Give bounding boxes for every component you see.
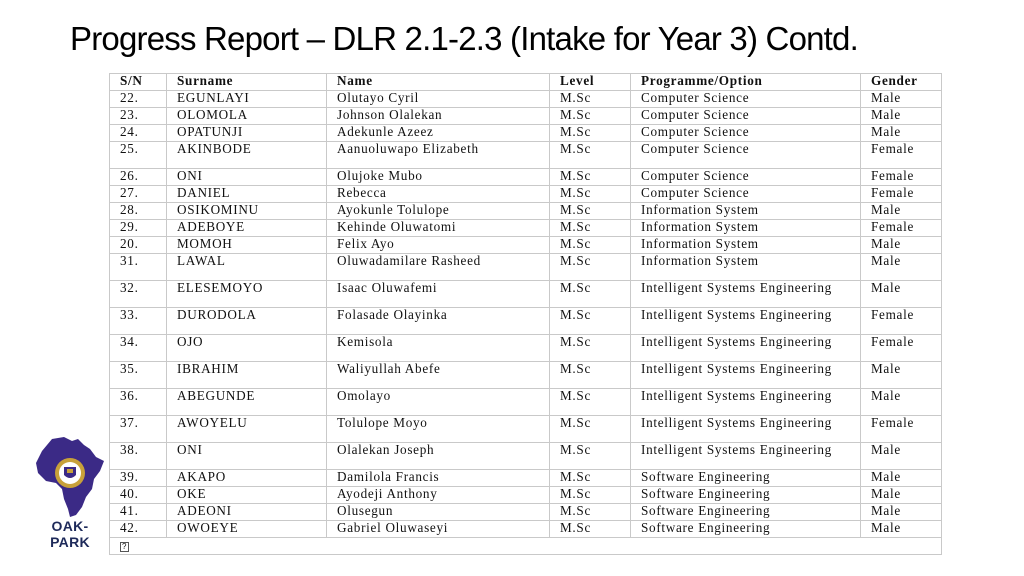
cell-sn: 42. (110, 521, 167, 538)
cell-programme: Information System (631, 220, 861, 237)
cell-sn: 41. (110, 504, 167, 521)
cell-level: M.Sc (550, 504, 631, 521)
cell-sn: 28. (110, 203, 167, 220)
cell-name: Rebecca (327, 186, 550, 203)
cell-sn: 32. (110, 281, 167, 308)
cell-name: Ayokunle Tolulope (327, 203, 550, 220)
header-name: Name (327, 74, 550, 91)
cell-level: M.Sc (550, 308, 631, 335)
cell-programme: Information System (631, 203, 861, 220)
cell-level: M.Sc (550, 443, 631, 470)
cell-gender: Female (861, 416, 942, 443)
cell-gender: Male (861, 362, 942, 389)
cell-name: Tolulope Moyo (327, 416, 550, 443)
cell-programme: Information System (631, 254, 861, 281)
cell-level: M.Sc (550, 389, 631, 416)
cell-programme: Computer Science (631, 142, 861, 169)
table-row (110, 254, 942, 281)
cell-programme: Computer Science (631, 91, 861, 108)
cell-sn: 25. (110, 142, 167, 169)
cell-name: Olalekan Joseph (327, 443, 550, 470)
cell-surname: AKAPO (167, 470, 327, 487)
cell-name: Waliyullah Abefe (327, 362, 550, 389)
cell-level: M.Sc (550, 142, 631, 169)
cell-sn: 40. (110, 487, 167, 504)
cell-sn: 37. (110, 416, 167, 443)
table-row (110, 308, 942, 335)
cell-programme: Software Engineering (631, 521, 861, 538)
slide-title: Progress Report – DLR 2.1-2.3 (Intake for Year 3) Contd. (70, 20, 858, 57)
cell-sn: 20. (110, 237, 167, 254)
cell-surname: ADEONI (167, 504, 327, 521)
table-row (110, 237, 942, 254)
table-row (110, 108, 942, 125)
cell-programme: Computer Science (631, 108, 861, 125)
header-sn: S/N (110, 74, 167, 91)
table-row (110, 335, 942, 362)
table-row (110, 91, 942, 108)
cell-level: M.Sc (550, 237, 631, 254)
cell-gender: Male (861, 504, 942, 521)
cell-name: Johnson Olalekan (327, 108, 550, 125)
cell-gender: Female (861, 220, 942, 237)
cell-programme: Computer Science (631, 169, 861, 186)
cell-name: Olujoke Mubo (327, 169, 550, 186)
cell-gender: Female (861, 169, 942, 186)
cell-surname: ONI (167, 443, 327, 470)
cell-sn: 33. (110, 308, 167, 335)
cell-surname: AKINBODE (167, 142, 327, 169)
cell-sn: 39. (110, 470, 167, 487)
cell-level: M.Sc (550, 220, 631, 237)
cell-name: Olutayo Cyril (327, 91, 550, 108)
cell-surname: OLOMOLA (167, 108, 327, 125)
table-row (110, 142, 942, 169)
progress-report-table (109, 73, 942, 555)
cell-programme: Intelligent Systems Engineering (631, 389, 861, 416)
cell-level: M.Sc (550, 91, 631, 108)
cell-sn: 36. (110, 389, 167, 416)
table-row (110, 470, 942, 487)
cell-surname: ADEBOYE (167, 220, 327, 237)
table-row (110, 443, 942, 470)
cell-surname: ABEGUNDE (167, 389, 327, 416)
header-level: Level (550, 74, 631, 91)
cell-surname: ONI (167, 169, 327, 186)
cell-gender: Female (861, 142, 942, 169)
cell-programme: Computer Science (631, 125, 861, 142)
header-gender: Gender (861, 74, 942, 91)
cell-name: Folasade Olayinka (327, 308, 550, 335)
cell-surname: OKE (167, 487, 327, 504)
cell-gender: Female (861, 335, 942, 362)
cell-level: M.Sc (550, 125, 631, 142)
cell-surname: DURODOLA (167, 308, 327, 335)
cell-surname: OSIKOMINU (167, 203, 327, 220)
cell-gender: Male (861, 91, 942, 108)
table-row (110, 362, 942, 389)
cell-gender: Male (861, 108, 942, 125)
cell-level: M.Sc (550, 281, 631, 308)
header-programme: Programme/Option (631, 74, 861, 91)
cell-programme: Intelligent Systems Engineering (631, 308, 861, 335)
cell-surname: AWOYELU (167, 416, 327, 443)
cell-programme: Software Engineering (631, 470, 861, 487)
cell-gender: Male (861, 487, 942, 504)
header-surname: Surname (167, 74, 327, 91)
cell-gender: Male (861, 521, 942, 538)
cell-sn: 24. (110, 125, 167, 142)
cell-name: Damilola Francis (327, 470, 550, 487)
cell-level: M.Sc (550, 416, 631, 443)
cell-name: Aanuoluwapo Elizabeth (327, 142, 550, 169)
table-row (110, 186, 942, 203)
table-row (110, 487, 942, 504)
cell-programme: Software Engineering (631, 487, 861, 504)
cell-programme: Intelligent Systems Engineering (631, 281, 861, 308)
table-row (110, 416, 942, 443)
logo-text: OAK-PARK (50, 518, 90, 550)
cell-sn: 35. (110, 362, 167, 389)
cell-surname: IBRAHIM (167, 362, 327, 389)
cell-gender: Male (861, 254, 942, 281)
cell-name: Oluwadamilare Rasheed (327, 254, 550, 281)
cell-surname: ELESEMOYO (167, 281, 327, 308)
cell-name: Omolayo (327, 389, 550, 416)
footnote-cell (110, 538, 942, 555)
cell-name: Gabriel Oluwaseyi (327, 521, 550, 538)
table-row (110, 281, 942, 308)
cell-sn: 23. (110, 108, 167, 125)
cell-level: M.Sc (550, 169, 631, 186)
cell-programme: Intelligent Systems Engineering (631, 443, 861, 470)
cell-gender: Male (861, 443, 942, 470)
cell-programme: Software Engineering (631, 504, 861, 521)
cell-name: Kemisola (327, 335, 550, 362)
cell-surname: MOMOH (167, 237, 327, 254)
cell-gender: Male (861, 203, 942, 220)
cell-surname: DANIEL (167, 186, 327, 203)
cell-programme: Intelligent Systems Engineering (631, 362, 861, 389)
table-footer-row (110, 538, 942, 555)
cell-level: M.Sc (550, 487, 631, 504)
cell-sn: 22. (110, 91, 167, 108)
cell-sn: 29. (110, 220, 167, 237)
cell-surname: LAWAL (167, 254, 327, 281)
cell-name: Olusegun (327, 504, 550, 521)
cell-gender: Male (861, 281, 942, 308)
table-row (110, 389, 942, 416)
cell-level: M.Sc (550, 335, 631, 362)
cell-sn: 27. (110, 186, 167, 203)
table-row (110, 504, 942, 521)
cell-name: Kehinde Oluwatomi (327, 220, 550, 237)
africa-crest-icon (34, 435, 106, 519)
cell-programme: Intelligent Systems Engineering (631, 335, 861, 362)
cell-surname: EGUNLAYI (167, 91, 327, 108)
cell-level: M.Sc (550, 362, 631, 389)
cell-gender: Female (861, 186, 942, 203)
cell-gender: Male (861, 125, 942, 142)
cell-gender: Male (861, 470, 942, 487)
cell-surname: OJO (167, 335, 327, 362)
cell-name: Ayodeji Anthony (327, 487, 550, 504)
cell-surname: OWOEYE (167, 521, 327, 538)
footnote-mark: ? (122, 542, 128, 551)
cell-gender: Male (861, 237, 942, 254)
cell-programme: Information System (631, 237, 861, 254)
table-row (110, 125, 942, 142)
table-body (110, 91, 942, 538)
progress-report-table-container (109, 73, 941, 555)
cell-sn: 26. (110, 169, 167, 186)
cell-name: Isaac Oluwafemi (327, 281, 550, 308)
oak-park-logo (34, 435, 106, 550)
table-header-row (110, 74, 942, 91)
cell-name: Felix Ayo (327, 237, 550, 254)
cell-level: M.Sc (550, 186, 631, 203)
table-row (110, 220, 942, 237)
cell-gender: Female (861, 308, 942, 335)
cell-sn: 38. (110, 443, 167, 470)
cell-level: M.Sc (550, 254, 631, 281)
cell-level: M.Sc (550, 521, 631, 538)
table-row (110, 169, 942, 186)
cell-level: M.Sc (550, 203, 631, 220)
cell-gender: Male (861, 389, 942, 416)
cell-level: M.Sc (550, 470, 631, 487)
table-row (110, 203, 942, 220)
cell-level: M.Sc (550, 108, 631, 125)
cell-sn: 31. (110, 254, 167, 281)
cell-name: Adekunle Azeez (327, 125, 550, 142)
table-row (110, 521, 942, 538)
cell-programme: Computer Science (631, 186, 861, 203)
cell-surname: OPATUNJI (167, 125, 327, 142)
cell-programme: Intelligent Systems Engineering (631, 416, 861, 443)
cell-sn: 34. (110, 335, 167, 362)
